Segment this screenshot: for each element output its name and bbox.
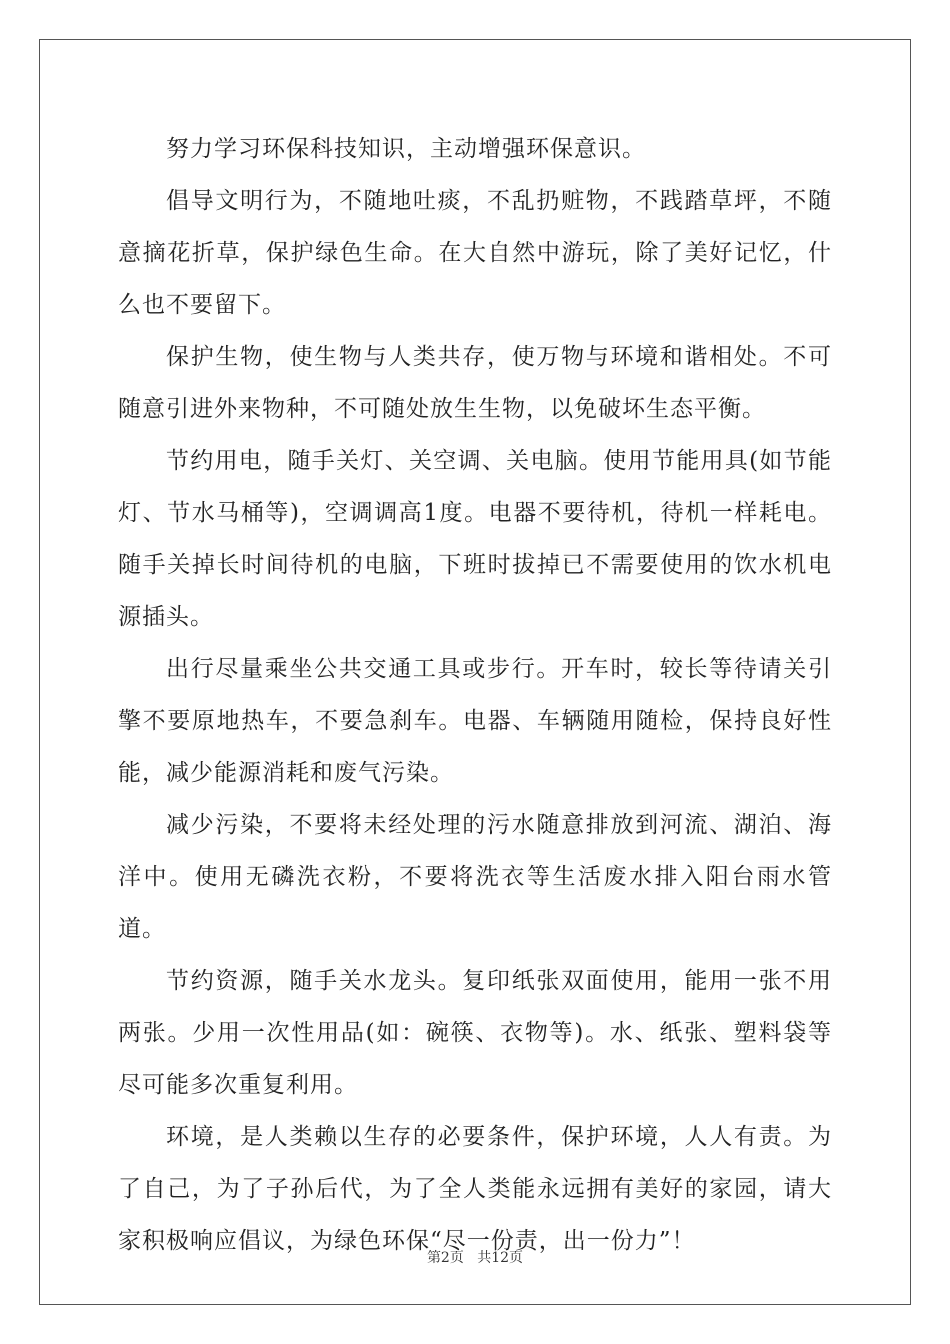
page-number: 第2页 (426, 1250, 464, 1266)
paragraph: 减少污染，不要将未经处理的污水随意排放到河流、湖泊、海洋中。使用无磷洗衣粉，不要将洗衣等生活废水排入阳台雨水管道。 (118, 812, 832, 942)
paragraph: 环境，是人类赖以生存的必要条件，保护环境，人人有责。为了自己，为了子孙后代，为了全人类能永远拥有美好的家园，请大家积极响应倡议，为绿色环保“尽一份责，出一份力”！ (118, 1124, 832, 1254)
paragraph: 保护生物，使生物与人类共存，使万物与环境和谐相处。不可随意引进外来物种，不可随处放生生物，以免破坏生态平衡。 (118, 344, 832, 422)
paragraph: 倡导文明行为，不随地吐痰，不乱扔赃物，不践踏草坪，不随意摘花折草，保护绿色生命。在大自然中游玩，除了美好记忆，什么也不要留下。 (118, 188, 832, 318)
paragraph: 努力学习环保科技知识，主动增强环保意识。 (166, 136, 646, 162)
page-footer (0, 1247, 950, 1267)
paragraph: 节约用电，随手关灯、关空调、关电脑。使用节能用具(如节能灯、节水马桶等)，空调调高1度。电器不要待机，待机一样耗电。随手关掉长时间待机的电脑，下班时拔掉已不需要使用的饮水机电源插头。 (118, 448, 832, 630)
paragraph: 节约资源，随手关水龙头。复印纸张双面使用，能用一张不用两张。少用一次性用品(如：碗筷、衣物等)。水、纸张、塑料袋等尽可能多次重复利用。 (118, 968, 832, 1098)
page-total: 共12页 (477, 1250, 524, 1266)
paragraph: 出行尽量乘坐公共交通工具或步行。开车时，较长等待请关引擎不要原地热车，不要急刹车。电器、车辆随用随检，保持良好性能，减少能源消耗和废气污染。 (118, 656, 832, 786)
document-body (118, 123, 832, 1267)
